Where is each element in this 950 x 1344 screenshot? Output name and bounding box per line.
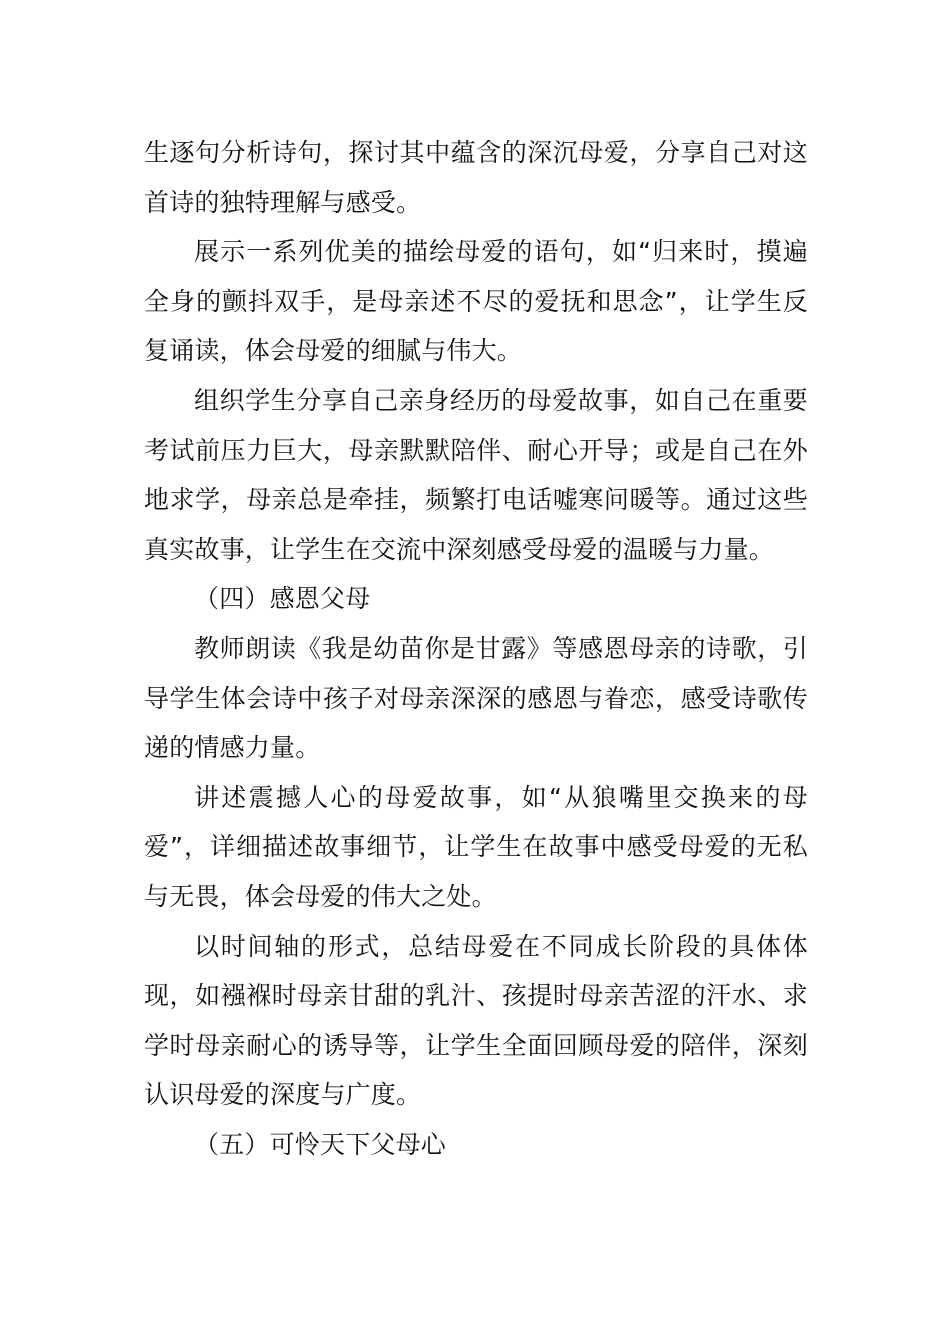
section-heading-parents-heart: （五）可怜天下父母心 [194,1129,447,1159]
section-heading-gratitude: （四）感恩父母 [194,584,371,614]
document-page [144,128,808,1169]
paragraph-touching-story: 讲述震撼人心的母爱故事，如“从狼嘴里交换来的母爱”，详细描述故事细节，让学生在故事中感受母爱的无私与无畏，体会母爱的伟大之处。 [144,782,808,911]
paragraph-share-stories: 组织学生分享自己亲身经历的母爱故事，如自己在重要考试前压力巨大，母亲默默陪伴、耐心开导；或是自己在外地求学，母亲总是牵挂，频繁打电话嘘寒问暖等。通过这些真实故事，让学生在交流中深刻感受母爱的温暖与力量。 [144,385,808,564]
paragraph-poem-reading: 教师朗读《我是幼苗你是甘露》等感恩母亲的诗歌，引导学生体会诗中孩子对母亲深深的感恩与眷恋，感受诗歌传递的情感力量。 [144,633,808,763]
paragraph-mother-love-sentences: 展示一系列优美的描绘母爱的语句，如“归来时，摸遍全身的颤抖双手，是母亲述不尽的爱抚和思念”，让学生反复诵读，体会母爱的细腻与伟大。 [144,237,808,366]
paragraph-continuation: 生逐句分析诗句，探讨其中蕴含的深沉母爱，分享自己对这首诗的独特理解与感受。 [144,138,808,217]
paragraph-timeline-summary: 以时间轴的形式，总结母爱在不同成长阶段的具体体现，如襁褓时母亲甘甜的乳汁、孩提时母亲苦涩的汗水、求学时母亲耐心的诱导等，让学生全面回顾母爱的陪伴，深刻认识母爱的深度与广度。 [144,931,808,1110]
